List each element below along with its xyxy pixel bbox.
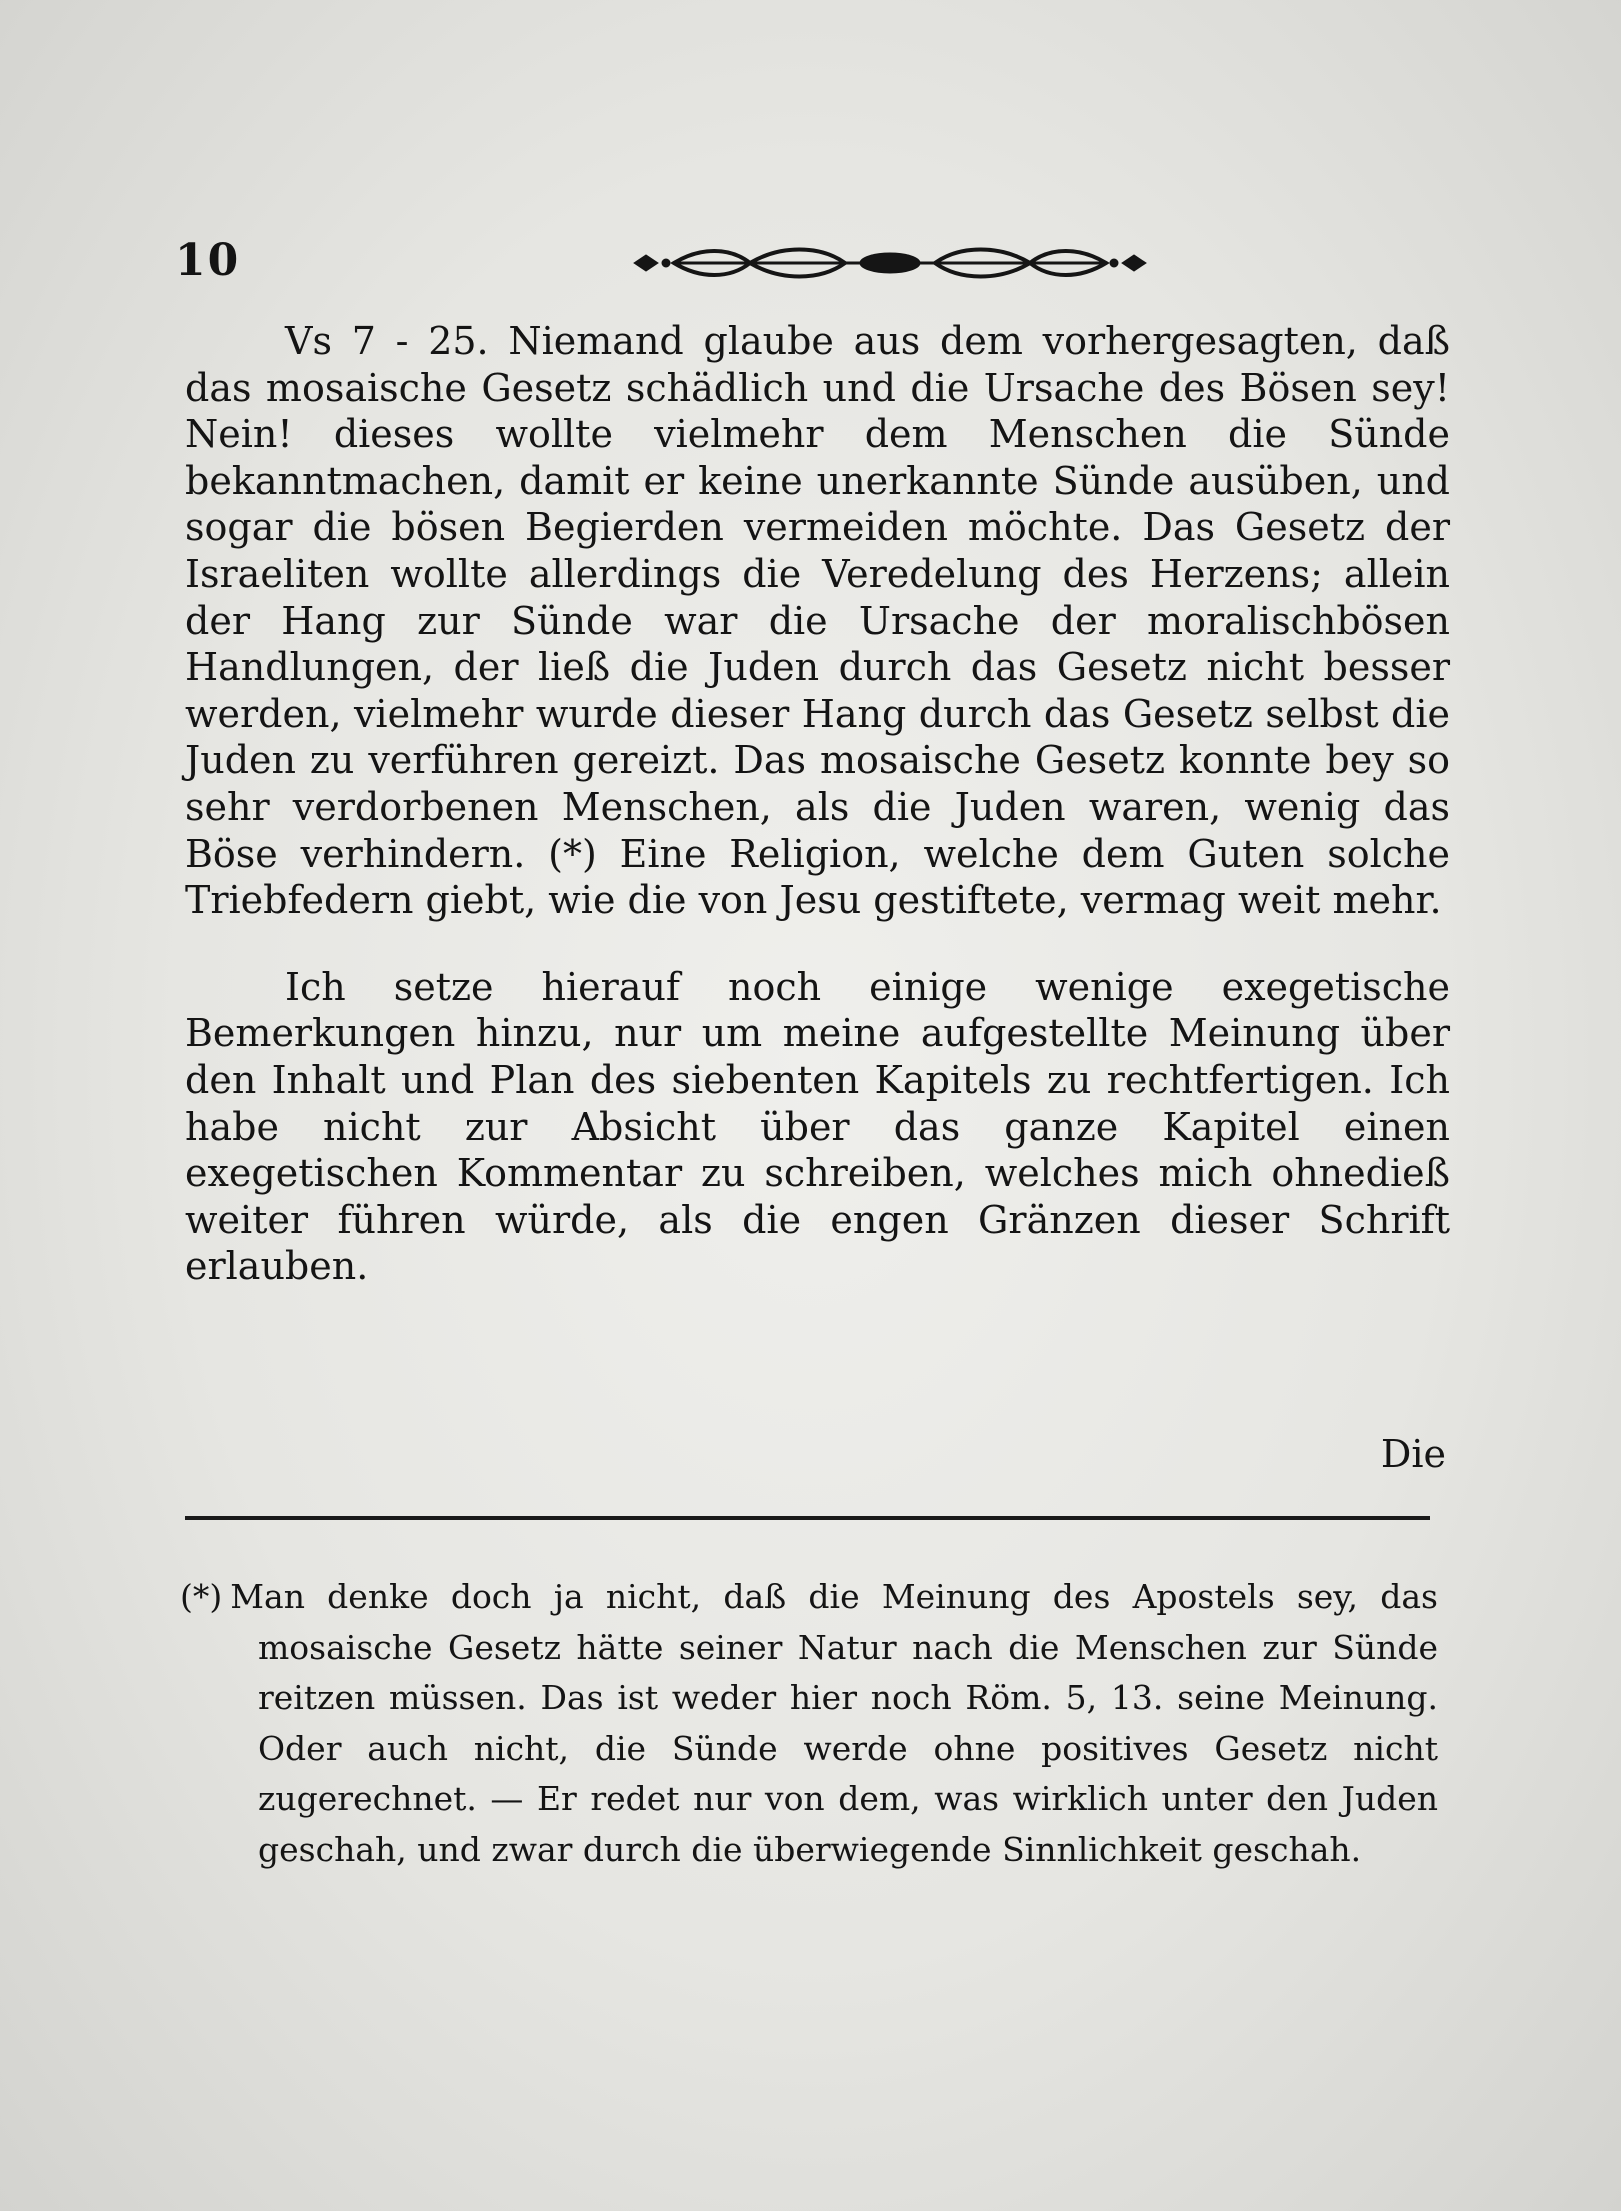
footnote-divider — [185, 1516, 1430, 1520]
catchword: Die — [1380, 1432, 1446, 1476]
page-number: 10 — [175, 235, 241, 286]
paragraph: Ich setze hierauf noch einige wenige exegetische Bemerkungen hinzu, nur um meine aufgestellte Meinung über den Inhalt und Plan des siebenten Kapitels zu rechtfertigen. Ich habe nicht zur Absicht über das ganze Kapitel einen exegetischen Kommentar zu schreiben, welches mich ohnedieß weiter führen würde, als die engen Gränzen dieser Schrift erlauben. — [185, 964, 1450, 1289]
footnote-mark: (*) — [180, 1577, 223, 1616]
main-text — [185, 318, 1450, 1290]
ornamental-vignette-icon — [630, 243, 1150, 283]
footnote — [180, 1572, 1438, 1875]
footnote-body: Man denke doch ja nicht, daß die Meinung des Apostels sey, das mosaische Gesetz hätte seiner Natur nach die Menschen zur Sünde reitzen müssen. Das ist weder hier noch Röm. 5, 13. seine Meinung. Oder auch nicht, die Sünde werde ohne positives Gesetz nicht zugerechnet. — Er redet nur von dem, was wirklich unter den Juden geschah, und zwar durch die überwiegende Sinnlichkeit geschah. — [230, 1577, 1438, 1869]
paragraph: Vs 7 - 25. Niemand glaube aus dem vorhergesagten, daß das mosaische Gesetz schädlich und die Ursache des Bösen sey! Nein! dieses wollte vielmehr dem Menschen die Sünde bekanntmachen, damit er keine unerkannte Sünde ausüben, und sogar die bösen Begierden vermeiden möchte. Das Gesetz der Israeliten wollte allerdings die Veredelung des Herzens; allein der Hang zur Sünde war die Ursache der moralischbösen Handlungen, der ließ die Juden durch das Gesetz nicht besser werden, vielmehr wurde dieser Hang durch das Gesetz selbst die Juden zu verführen gereizt. Das mosaische Gesetz konnte bey so sehr verdorbenen Menschen, als die Juden waren, wenig das Böse verhindern. (*) Eine Religion, welche dem Guten solche Triebfedern giebt, wie die von Jesu gestiftete, vermag weit mehr. — [185, 319, 1450, 923]
footnote-text — [180, 1572, 1438, 1875]
page-header — [175, 235, 1425, 295]
